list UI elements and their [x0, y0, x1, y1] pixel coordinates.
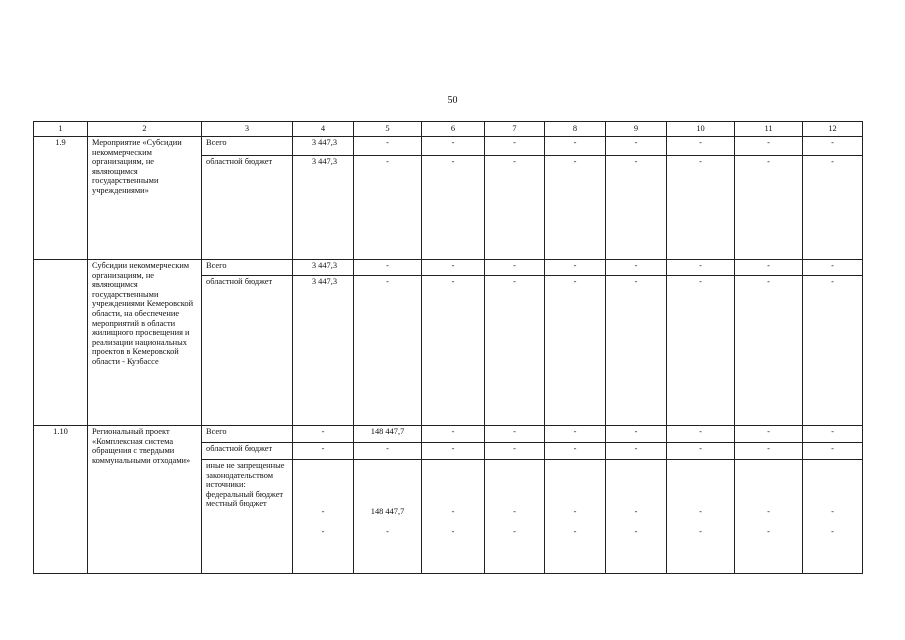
- federal-budget-label: федеральный бюджет: [206, 489, 284, 499]
- measure-name: Региональный проект «Комплексная система обращения с твердыми коммунальными отходами»: [88, 426, 202, 574]
- value-col5: -: [354, 276, 422, 426]
- empty-value: [667, 460, 735, 574]
- empty-value: -: [545, 260, 606, 276]
- empty-value: -: [545, 426, 606, 443]
- dash-value: -: [573, 507, 577, 516]
- empty-value: [545, 460, 606, 574]
- funding-source: Всего: [202, 137, 293, 156]
- value-col4: 3 447,3: [293, 137, 354, 156]
- dash-value: -: [513, 526, 516, 536]
- value-col5: -: [354, 137, 422, 156]
- empty-value: -: [803, 276, 863, 426]
- empty-value: -: [606, 276, 667, 426]
- empty-value: -: [422, 426, 485, 443]
- empty-value: -: [606, 137, 667, 156]
- header-cell: 1: [34, 122, 88, 137]
- funding-source: областной бюджет: [202, 443, 293, 460]
- value-col4: -: [293, 426, 354, 443]
- measure-name: Субсидии некоммерческим организациям, не являющимся государственными учреждениями Кемеровской области, на обеспечение мероприятий в области жилищного просвещения и реализации национальных проектов в Кемеровской области - Кузбассе: [88, 260, 202, 426]
- empty-value: -: [485, 276, 545, 426]
- empty-value: -: [485, 426, 545, 443]
- page-number: 50: [447, 95, 458, 106]
- empty-value: -: [545, 156, 606, 260]
- local-col4: -: [321, 526, 325, 536]
- federal-col4: -: [321, 507, 325, 516]
- empty-value: -: [735, 443, 803, 460]
- header-cell: 7: [485, 122, 545, 137]
- empty-value: -: [735, 426, 803, 443]
- measure-name: Мероприятие «Субсидии некоммерческим организациям, не являющимся государственными учреждениями»: [88, 137, 202, 260]
- empty-value: -: [422, 260, 485, 276]
- empty-value: -: [803, 137, 863, 156]
- empty-value: -: [735, 156, 803, 260]
- value-col4: 3 447,3: [293, 156, 354, 260]
- table-header-row: [34, 122, 863, 137]
- header-cell: 9: [606, 122, 667, 137]
- empty-value: -: [667, 276, 735, 426]
- empty-value: -: [422, 443, 485, 460]
- row-number: [34, 260, 88, 426]
- empty-value: -: [735, 137, 803, 156]
- empty-value: -: [422, 156, 485, 260]
- funding-source: областной бюджет: [202, 276, 293, 426]
- empty-value: -: [545, 137, 606, 156]
- other-sources-label: иные не запрещенные законодательством источники:: [206, 461, 285, 490]
- empty-value: -: [422, 276, 485, 426]
- empty-value: -: [667, 443, 735, 460]
- empty-value: -: [803, 443, 863, 460]
- dash-value: -: [767, 507, 770, 516]
- empty-value: -: [735, 276, 803, 426]
- value-col5: -: [354, 443, 422, 460]
- empty-value: -: [545, 443, 606, 460]
- empty-value: [735, 460, 803, 574]
- empty-value: -: [735, 260, 803, 276]
- empty-value: [803, 460, 863, 574]
- dash-value: -: [831, 526, 834, 536]
- dash-value: -: [831, 507, 834, 516]
- empty-value: -: [485, 137, 545, 156]
- empty-value: -: [803, 426, 863, 443]
- value-col5: [354, 460, 422, 574]
- empty-value: -: [606, 156, 667, 260]
- dash-value: -: [513, 507, 516, 516]
- header-cell: 2: [88, 122, 202, 137]
- empty-value: [485, 460, 545, 574]
- header-cell: 5: [354, 122, 422, 137]
- funding-source-other: [202, 460, 293, 574]
- empty-value: [606, 460, 667, 574]
- empty-value: [422, 460, 485, 574]
- header-cell: 10: [667, 122, 735, 137]
- empty-value: -: [606, 443, 667, 460]
- dash-value: -: [767, 526, 770, 536]
- value-col4: 3 447,3: [293, 276, 354, 426]
- empty-value: -: [667, 156, 735, 260]
- row-number: 1.10: [34, 426, 88, 574]
- empty-value: -: [485, 260, 545, 276]
- empty-value: -: [606, 260, 667, 276]
- empty-value: -: [485, 156, 545, 260]
- funding-source: Всего: [202, 426, 293, 443]
- header-cell: 4: [293, 122, 354, 137]
- dash-value: -: [573, 526, 577, 536]
- empty-value: -: [667, 260, 735, 276]
- dash-value: -: [451, 526, 455, 536]
- table-row: [34, 260, 863, 276]
- empty-value: -: [803, 260, 863, 276]
- empty-value: -: [667, 426, 735, 443]
- header-cell: 8: [545, 122, 606, 137]
- empty-value: -: [606, 426, 667, 443]
- budget-table: [33, 121, 863, 574]
- value-col5: -: [354, 156, 422, 260]
- header-cell: 11: [735, 122, 803, 137]
- table-row: [34, 137, 863, 156]
- header-cell: 6: [422, 122, 485, 137]
- header-cell: 3: [202, 122, 293, 137]
- value-col5: -: [354, 260, 422, 276]
- value-col4: [293, 460, 354, 574]
- empty-value: -: [545, 276, 606, 426]
- dash-value: -: [699, 526, 702, 536]
- value-col5: 148 447,7: [354, 426, 422, 443]
- dash-value: -: [451, 507, 455, 516]
- dash-value: -: [699, 507, 702, 516]
- value-col4: 3 447,3: [293, 260, 354, 276]
- value-col4: -: [293, 443, 354, 460]
- empty-value: -: [667, 137, 735, 156]
- funding-source: Всего: [202, 260, 293, 276]
- local-budget-label: местный бюджет: [206, 499, 267, 509]
- dash-value: -: [634, 526, 638, 536]
- dash-value: -: [634, 507, 638, 516]
- local-col5: -: [386, 526, 389, 536]
- funding-source: областной бюджет: [202, 156, 293, 260]
- row-number: 1.9: [34, 137, 88, 260]
- table-row: [34, 426, 863, 443]
- empty-value: -: [422, 137, 485, 156]
- empty-value: -: [485, 443, 545, 460]
- federal-col5: 148 447,7: [370, 507, 405, 516]
- header-cell: 12: [803, 122, 863, 137]
- empty-value: -: [803, 156, 863, 260]
